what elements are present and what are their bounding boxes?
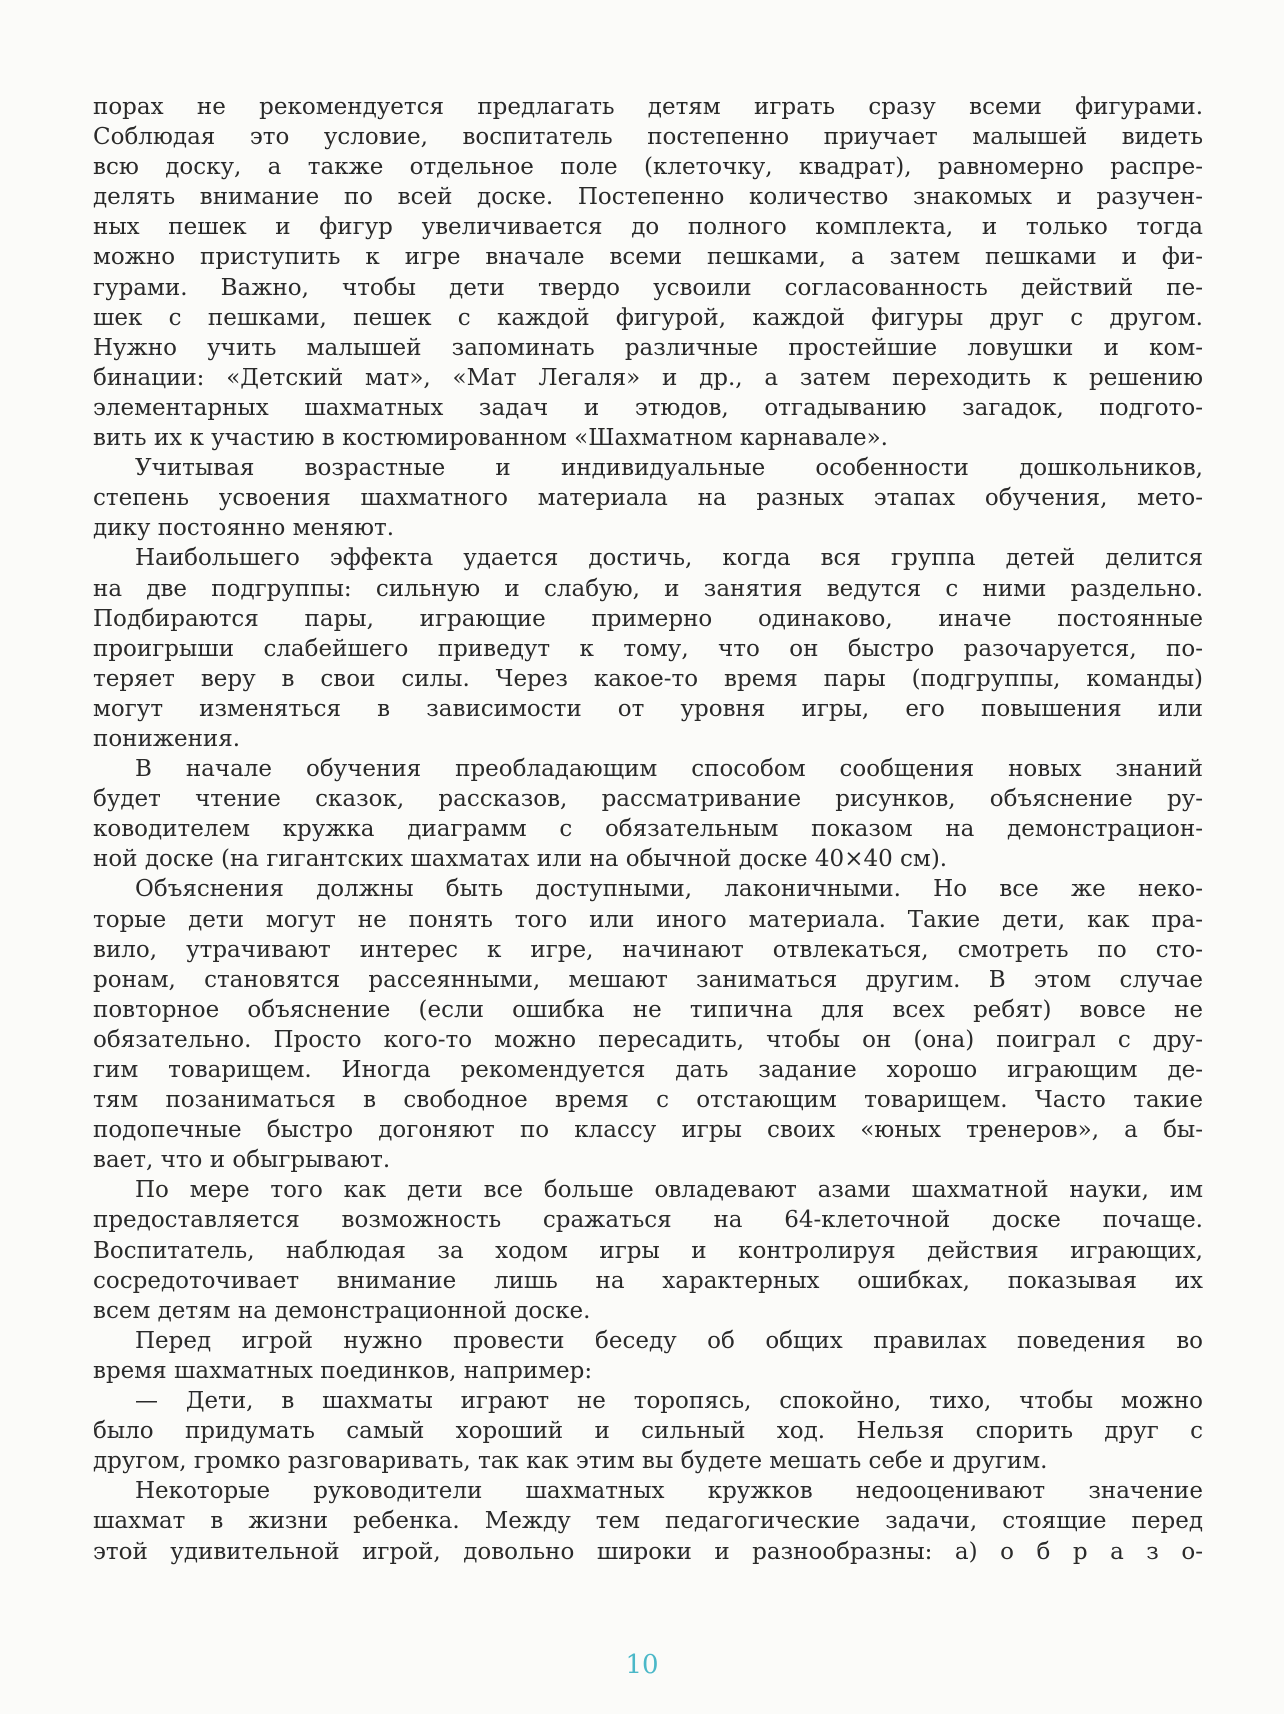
text-line: подопечные быстро догоняют по классу игры своих «юных тренеров», а бы- <box>93 1117 1203 1144</box>
text-line: было придумать самый хороший и сильный ход. Нельзя спорить друг с <box>93 1418 1203 1445</box>
body-text <box>93 92 1203 1567</box>
text-line: вило, утрачивают интерес к игре, начинают отвлекаться, смотреть по сто- <box>93 936 1203 963</box>
text-line: понижения. <box>93 725 241 752</box>
text-line: предоставляется возможность сражаться на 64-клеточной доске почаще. <box>93 1207 1203 1234</box>
text-line: вает, что и обыгрывают. <box>93 1147 391 1174</box>
text-line: порах не рекомендуется предлагать детям играть сразу всеми фигурами. <box>93 94 1203 120</box>
text-line: на две подгруппы: сильную и слабую, и занятия ведутся с ними раздельно. <box>93 575 1203 602</box>
paragraph <box>93 1386 1203 1476</box>
paragraph <box>93 543 1203 754</box>
text-line: сосредоточивает внимание лишь на характерных ошибках, показывая их <box>93 1267 1203 1294</box>
text-line: обязательно. Просто кого-то можно пересадить, чтобы он (она) поиграл с дру- <box>93 1026 1203 1053</box>
paragraph <box>93 1326 1203 1386</box>
paragraph <box>93 92 1203 453</box>
paragraph <box>93 754 1203 874</box>
text-line: Перед игрой нужно провести беседу об общих правилах поведения во <box>135 1327 1203 1354</box>
text-line: вить их к участию в костюмированном «Шахматном карнавале». <box>93 425 888 452</box>
text-line: ронам, становятся рассеянными, мешают заниматься другим. В этом случае <box>93 966 1203 993</box>
text-line: другом, громко разговаривать, так как этим вы будете мешать себе и другим. <box>93 1448 1048 1475</box>
text-line: В начале обучения преобладающим способом сообщения новых знаний <box>135 756 1203 783</box>
paragraph <box>93 1175 1203 1325</box>
text-line: бинации: «Детский мат», «Мат Легаля» и др., а затем переходить к решению <box>93 364 1203 391</box>
text-line: Наибольшего эффекта удается достичь, когда вся группа детей делится <box>135 545 1203 572</box>
text-line: — Дети, в шахматы играют не торопясь, спокойно, тихо, чтобы можно <box>135 1388 1203 1415</box>
text-line: гим товарищем. Иногда рекомендуется дать задание хорошо играющим де- <box>93 1057 1203 1083</box>
paragraph <box>93 1476 1203 1566</box>
text-line: проигрыши слабейшего приведут к тому, что он быстро разочаруется, по- <box>93 635 1203 662</box>
text-line: этой удивительной игрой, довольно широки и разнообразны: а) о б р а з о- <box>93 1538 1203 1565</box>
text-line: ных пешек и фигур увеличивается до полного комплекта, и только тогда <box>93 214 1203 241</box>
paragraph <box>93 453 1203 543</box>
text-line: всю доску, а также отдельное поле (клеточку, квадрат), равномерно распре- <box>93 154 1203 181</box>
text-line: делять внимание по всей доске. Постепенно количество знакомых и разучен- <box>93 184 1203 211</box>
text-line: шахмат в жизни ребенка. Между тем педагогические задачи, стоящие перед <box>93 1508 1203 1535</box>
text-line: будет чтение сказок, рассказов, рассматривание рисунков, объяснение ру- <box>93 786 1203 813</box>
text-line: Объяснения должны быть доступными, лаконичными. Но все же неко- <box>135 876 1203 903</box>
text-line: ной доске (на гигантских шахматах или на обычной доске 40×40 см). <box>93 846 948 873</box>
text-line: дику постоянно меняют. <box>93 515 395 542</box>
text-line: степень усвоения шахматного материала на разных этапах обучения, мето- <box>93 485 1203 512</box>
text-line: Соблюдая это условие, воспитатель постепенно приучает малышей видеть <box>93 124 1203 151</box>
text-line: Подбираются пары, играющие примерно одинаково, иначе постоянные <box>93 605 1203 632</box>
text-line: повторное объяснение (если ошибка не типична для всех ребят) вовсе не <box>93 996 1203 1023</box>
page-number: 10 <box>625 1650 659 1680</box>
text-line: ководителем кружка диаграмм с обязательным показом на демонстрацион- <box>93 816 1203 843</box>
text-line: Нужно учить малышей запоминать различные простейшие ловушки и ком- <box>93 334 1203 361</box>
text-line: можно приступить к игре вначале всеми пешками, а затем пешками и фи- <box>93 244 1203 271</box>
text-line: теряет веру в свои силы. Через какое-то время пары (подгруппы, команды) <box>93 665 1203 692</box>
text-line: всем детям на демонстрационной доске. <box>93 1297 591 1324</box>
text-line: Учитывая возрастные и индивидуальные особенности дошкольников, <box>135 455 1203 482</box>
text-line: могут изменяться в зависимости от уровня игры, его повышения или <box>93 695 1203 722</box>
text-line: Некоторые руководители шахматных кружков недооценивают значение <box>135 1478 1203 1505</box>
text-line: По мере того как дети все больше овладевают азами шахматной науки, им <box>135 1177 1203 1204</box>
text-line: гурами. Важно, чтобы дети твердо усвоили согласованность действий пе- <box>93 274 1203 301</box>
text-line: тям позаниматься в свободное время с отстающим товарищем. Часто такие <box>93 1087 1203 1114</box>
text-line: Воспитатель, наблюдая за ходом игры и контролируя действия играющих, <box>93 1237 1203 1264</box>
text-line: элементарных шахматных задач и этюдов, отгадыванию загадок, подгото- <box>93 394 1203 421</box>
paragraph <box>93 874 1203 1175</box>
text-line: время шахматных поединков, например: <box>93 1357 593 1384</box>
text-line: шек с пешками, пешек с каждой фигурой, каждой фигуры друг с другом. <box>93 304 1203 331</box>
text-line: торые дети могут не понять того или иного материала. Такие дети, как пра- <box>93 906 1203 933</box>
